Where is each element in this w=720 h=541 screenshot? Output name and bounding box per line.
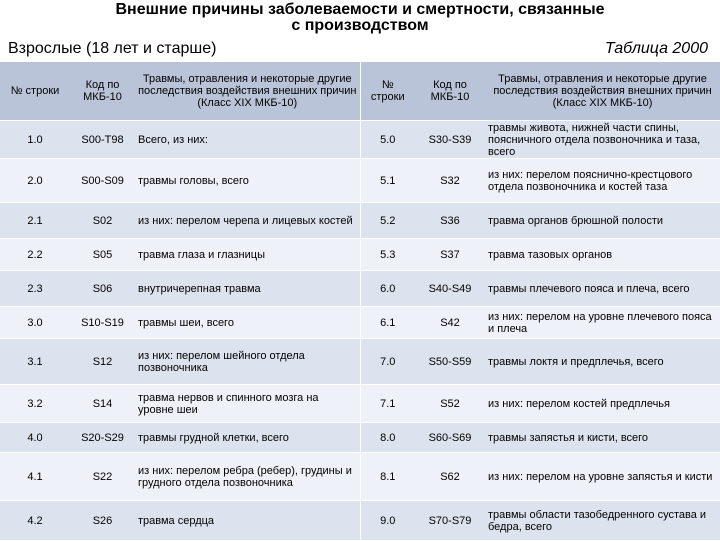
row-num-left: 3.2 [0,385,70,423]
header-num-right: № строки [360,62,415,121]
table-row [0,271,720,307]
row-num-right: 7.0 [360,339,415,385]
table-row [0,239,720,271]
row-code-right: S40-S49 [415,271,485,307]
table-row [0,453,720,501]
row-code-right: S42 [415,307,485,339]
row-code-right: S52 [415,385,485,423]
table-header-row [0,62,720,121]
row-num-right: 9.0 [360,501,415,541]
row-code-left: S00-T98 [70,121,135,159]
header-num-left: № строки [0,62,70,121]
row-code-left: S05 [70,239,135,271]
row-num-right: 7.1 [360,385,415,423]
table-row [0,121,720,159]
row-num-right: 6.0 [360,271,415,307]
row-desc-right: из них: перелом пояснично-крестцового отдела позвоночника и костей таза [485,159,720,203]
row-code-left: S22 [70,453,135,501]
row-code-right: S30-S39 [415,121,485,159]
row-desc-right: травмы области тазобедренного сустава и бедра, всего [485,501,720,541]
row-desc-right: из них: перелом костей предплечья [485,385,720,423]
header-desc-right: Травмы, отравления и некоторые другие последствия воздействия внешних причин (Класс XIX МКБ-10) [485,62,720,121]
row-desc-right: травмы запястья и кисти, всего [485,423,720,453]
row-code-right: S50-S59 [415,339,485,385]
row-code-right: S62 [415,453,485,501]
table-row [0,423,720,453]
row-num-left: 4.0 [0,423,70,453]
row-desc-left: травма глаза и глазницы [135,239,360,271]
row-desc-left: из них: перелом ребра (ребер), грудины и грудного отдела позвоночника [135,453,360,501]
row-num-left: 3.1 [0,339,70,385]
row-code-right: S60-S69 [415,423,485,453]
row-desc-right: из них: перелом на уровне запястья и кисти [485,453,720,501]
header-code-right: Код по МКБ-10 [415,62,485,121]
table-label: Таблица 2000 [604,40,708,57]
row-code-left: S12 [70,339,135,385]
header-desc-left: Травмы, отравления и некоторые другие последствия воздействия внешних причин (Класс XIX МКБ-10) [135,62,360,121]
row-desc-left: Всего, из них: [135,121,360,159]
row-code-left: S06 [70,271,135,307]
header-code-left: Код по МКБ-10 [70,62,135,121]
row-desc-right: травма органов брюшной полости [485,203,720,239]
row-desc-left: травма сердца [135,501,360,541]
page-title [0,2,720,34]
table-row [0,307,720,339]
row-desc-left: внутричерепная травма [135,271,360,307]
table-row [0,385,720,423]
row-num-right: 5.2 [360,203,415,239]
row-desc-left: травмы грудной клетки, всего [135,423,360,453]
subtitle: Взрослые (18 лет и старше) [8,40,217,57]
row-num-right: 5.0 [360,121,415,159]
row-num-right: 5.1 [360,159,415,203]
title-line-2: с производством [291,17,429,34]
table-row [0,501,720,541]
row-desc-right: травмы локтя и предплечья, всего [485,339,720,385]
row-desc-left: из них: перелом черепа и лицевых костей [135,203,360,239]
row-num-right: 8.0 [360,423,415,453]
row-desc-right: из них: перелом на уровне плечевого пояса и плеча [485,307,720,339]
row-desc-right: травмы живота, нижней части спины, поясничного отдела позвоночника и таза, всего [485,121,720,159]
row-num-left: 1.0 [0,121,70,159]
row-desc-right: травмы плечевого пояса и плеча, всего [485,271,720,307]
row-code-right: S32 [415,159,485,203]
title-line-1: Внешние причины заболеваемости и смертности, связанные [115,1,605,18]
row-code-left: S26 [70,501,135,541]
row-code-left: S14 [70,385,135,423]
row-num-left: 3.0 [0,307,70,339]
table-row [0,159,720,203]
row-desc-left: из них: перелом шейного отдела позвоночника [135,339,360,385]
row-code-right: S70-S79 [415,501,485,541]
table-row [0,339,720,385]
row-num-right: 5.3 [360,239,415,271]
row-num-left: 2.1 [0,203,70,239]
row-code-left: S20-S29 [70,423,135,453]
injury-codes-table [0,62,720,541]
row-code-left: S00-S09 [70,159,135,203]
row-code-left: S02 [70,203,135,239]
table-row [0,203,720,239]
row-num-left: 2.3 [0,271,70,307]
row-code-right: S36 [415,203,485,239]
row-num-left: 2.2 [0,239,70,271]
row-num-left: 2.0 [0,159,70,203]
row-code-right: S37 [415,239,485,271]
row-desc-left: травмы головы, всего [135,159,360,203]
row-desc-left: травма нервов и спинного мозга на уровне шеи [135,385,360,423]
row-num-left: 4.1 [0,453,70,501]
row-num-left: 4.2 [0,501,70,541]
row-num-right: 8.1 [360,453,415,501]
row-code-left: S10-S19 [70,307,135,339]
row-desc-left: травмы шеи, всего [135,307,360,339]
row-num-right: 6.1 [360,307,415,339]
row-desc-right: травма тазовых органов [485,239,720,271]
